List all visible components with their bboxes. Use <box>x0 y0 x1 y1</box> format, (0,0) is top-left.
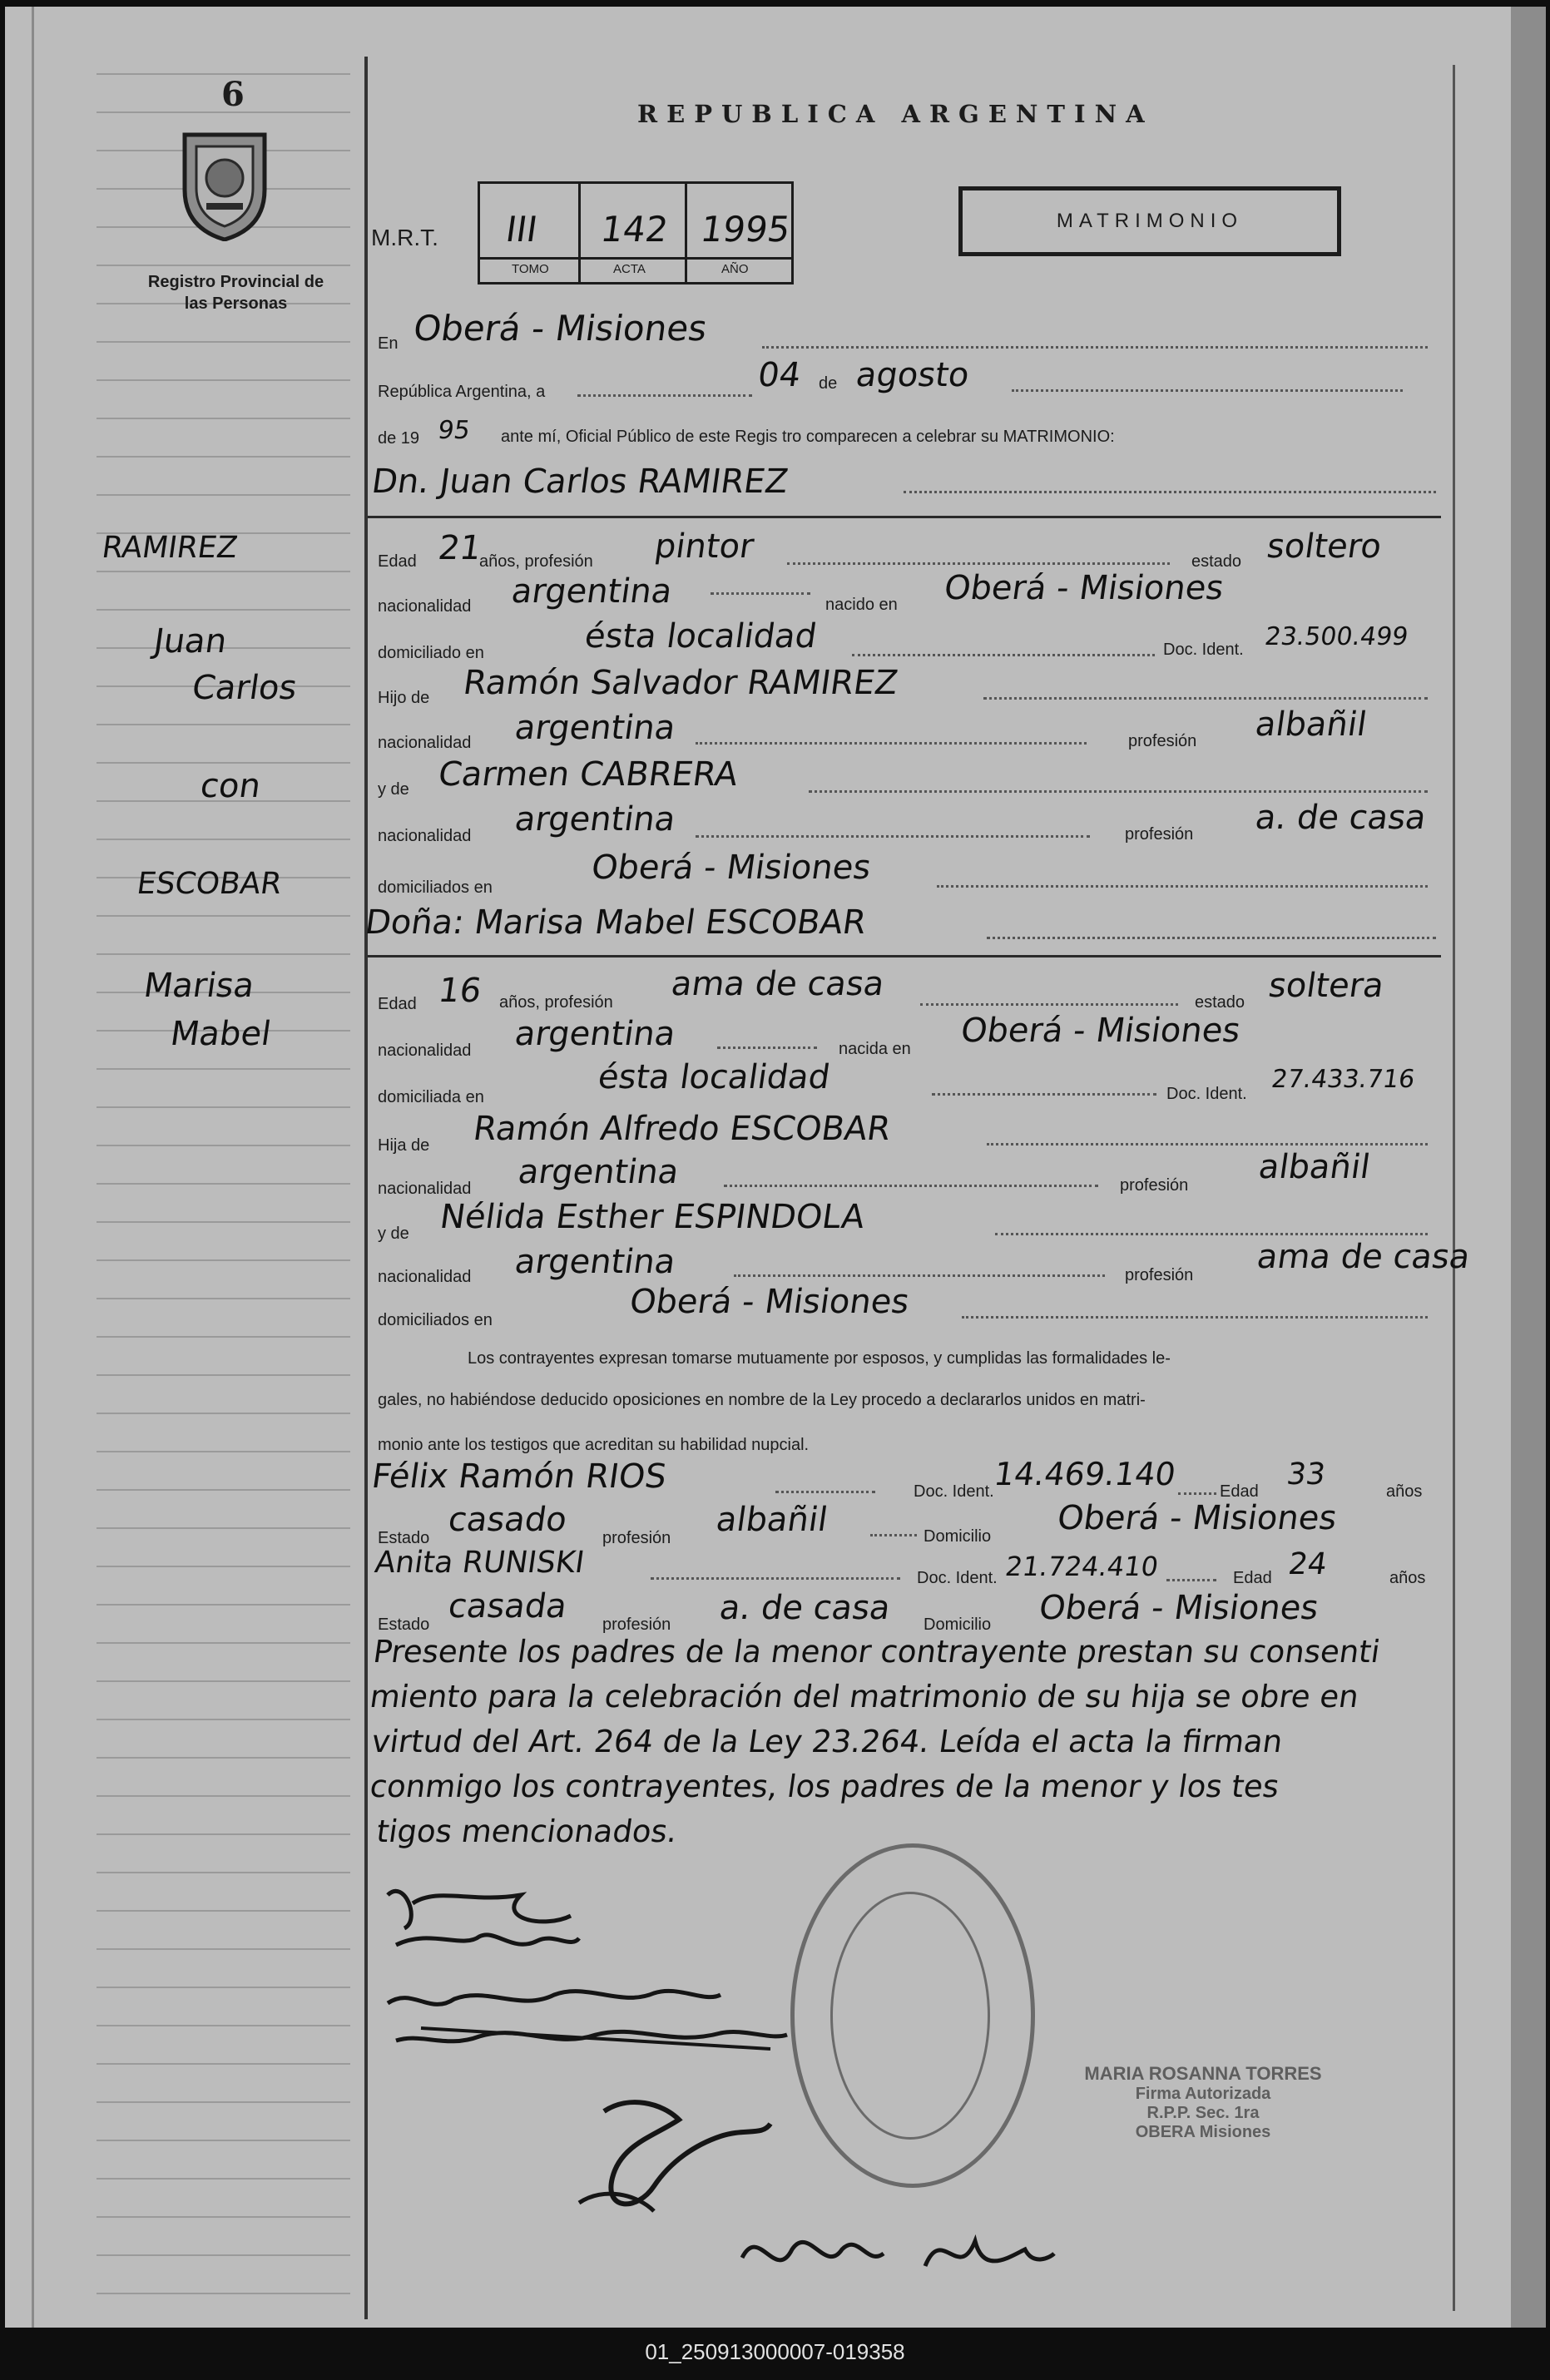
groom-mother: Carmen CABRERA <box>436 755 740 794</box>
note-line-4: conmigo los contrayentes, los padres de la menor y los tes <box>368 1769 1282 1804</box>
register-page <box>5 7 1546 2328</box>
groom-profession: pintor <box>652 527 756 566</box>
document-type: MATRIMONIO <box>1056 210 1244 232</box>
place: Oberá - Misiones <box>411 308 710 349</box>
stamp-line4: OBERA Misiones <box>1135 2123 1271 2141</box>
legal-text-1: Los contrayentes expresan tomarse mutuamente por esposos, y cumplidas las formalidades le- <box>468 1349 1171 1368</box>
label-y-de-bride: y de <box>378 1225 409 1243</box>
margin-rule <box>364 57 368 2319</box>
label-edad-groom: Edad <box>378 552 417 571</box>
bride-line: Doña: Marisa Mabel ESCOBAR <box>363 903 869 942</box>
right-edge-rule <box>1453 65 1455 2311</box>
label-estado-groom: estado <box>1191 552 1242 571</box>
margin-given2-groom: Carlos <box>190 669 300 707</box>
label-hijo-de: Hijo de <box>378 689 430 707</box>
groom-line: Dn. Juan Carlos RAMIREZ <box>369 463 791 501</box>
label-edad-witness1: Edad <box>1220 1482 1259 1501</box>
groom-mother-nationality: argentina <box>513 800 678 839</box>
label-de19: de 19 <box>378 429 420 448</box>
label-nacionalidad-bride: nacionalidad <box>378 1042 472 1060</box>
groom-father: Ramón Salvador RAMIREZ <box>461 664 900 702</box>
groom-mother-profession: a. de casa <box>1253 799 1429 837</box>
bride-father-profession: albañil <box>1256 1148 1373 1186</box>
label-profesion-bride-mother: profesión <box>1125 1266 1194 1284</box>
witness1-age: 33 <box>1285 1457 1328 1492</box>
label-domicilio-witness2: Domicilio <box>924 1616 992 1634</box>
page-number: 6 <box>221 75 245 114</box>
note-line-5: tigos mencionados. <box>374 1813 680 1849</box>
label-nacida-en: nacida en <box>839 1040 911 1058</box>
groom-age: 21 <box>436 529 484 567</box>
margin-surname-bride: ESCOBAR <box>135 867 285 901</box>
label-hija-de: Hija de <box>378 1136 430 1155</box>
document-type-box <box>958 186 1341 256</box>
margin-connector: con <box>198 767 264 805</box>
witness2-name: Anita RUNISKI <box>373 1546 587 1580</box>
acta-caption: ACTA <box>613 262 646 276</box>
footer-id: 01_250913000007-019358 <box>645 2339 905 2364</box>
tomo-value: III <box>503 209 541 250</box>
witness1-name: Félix Ramón RIOS <box>369 1457 669 1496</box>
witness2-profession: a. de casa <box>717 1589 893 1627</box>
month: agosto <box>854 356 972 394</box>
right-edge-strip <box>1511 7 1546 2328</box>
official-seal-inner <box>830 1892 990 2140</box>
label-edad-bride: Edad <box>378 995 417 1013</box>
label-anos-witness1: años <box>1386 1482 1423 1501</box>
groom-status: soltero <box>1265 527 1384 566</box>
label-doc-witness1: Doc. Ident. <box>914 1482 994 1501</box>
groom-birthplace: Oberá - Misiones <box>942 569 1226 607</box>
bride-birthplace: Oberá - Misiones <box>958 1012 1243 1050</box>
groom-separator <box>368 516 1441 518</box>
label-domiciliada-en: domiciliada en <box>378 1088 484 1106</box>
registry-name: Registro Provincial de las Personas <box>147 273 324 313</box>
year-suffix: 95 <box>436 416 473 445</box>
label-nacionalidad-groom: nacionalidad <box>378 597 472 616</box>
bride-status: soltera <box>1266 967 1387 1005</box>
label-domiciliado-en: domiciliado en <box>378 644 484 662</box>
margin-surname-groom: RAMIREZ <box>100 531 240 565</box>
bride-nationality: argentina <box>513 1015 678 1053</box>
bride-mother: Nélida Esther ESPINDOLA <box>438 1198 868 1236</box>
country-title: REPUBLICA ARGENTINA <box>637 100 1154 128</box>
label-ante: ante mí, Oficial Público de este Regis tro comparecen a celebrar su MATRIMONIO: <box>501 428 1115 446</box>
mrt-grid <box>478 181 794 285</box>
stamp-line3: R.P.P. Sec. 1ra <box>1146 2104 1260 2122</box>
authority-stamp <box>1045 2063 1361 2142</box>
witness1-doc: 14.469.140 <box>992 1456 1178 1492</box>
bride-domicile: ésta localidad <box>596 1058 833 1096</box>
witness2-status: casada <box>446 1587 570 1625</box>
witness1-profession: albañil <box>714 1501 830 1539</box>
note-line-2: miento para la celebración del matrimonio de su hija se obre en <box>368 1679 1361 1714</box>
witness2-domicile: Oberá - Misiones <box>1037 1589 1321 1627</box>
bride-father: Ramón Alfredo ESCOBAR <box>471 1110 894 1148</box>
witness2-age: 24 <box>1286 1547 1330 1581</box>
mrt-label: M.R.T. <box>371 225 438 250</box>
year-value: 1995 <box>698 209 793 250</box>
label-y-de-groom: y de <box>378 780 409 799</box>
bride-mother-nationality: argentina <box>513 1243 678 1281</box>
note-line-1: Presente los padres de la menor contrayente prestan su consenti <box>371 1634 1383 1670</box>
bride-profession: ama de casa <box>669 965 887 1003</box>
label-doc-bride: Doc. Ident. <box>1166 1085 1247 1103</box>
label-profesion-witness1: profesión <box>602 1529 671 1547</box>
bride-father-nationality: argentina <box>516 1153 681 1191</box>
label-estado-witness1: Estado <box>378 1529 430 1547</box>
label-doc-groom: Doc. Ident. <box>1163 641 1244 659</box>
legal-text-2: gales, no habiéndose deducido oposiciones en nombre de la Ley procedo a declararlos unidos en matri- <box>378 1391 1146 1409</box>
groom-domicile: ésta localidad <box>582 617 820 656</box>
label-profesion-groom-mother: profesión <box>1125 825 1194 844</box>
stamp-line2: Firma Autorizada <box>1135 2085 1271 2103</box>
label-estado-witness2: Estado <box>378 1616 430 1634</box>
label-anos-profesion-bride: años, profesión <box>499 993 613 1012</box>
label-domiciliados-bride: domiciliados en <box>378 1311 493 1329</box>
label-edad-witness2: Edad <box>1233 1569 1272 1587</box>
year-caption: AÑO <box>721 262 749 276</box>
label-republica: República Argentina, a <box>378 383 546 401</box>
bride-age: 16 <box>436 972 484 1010</box>
label-nacionalidad-bride-mother: nacionalidad <box>378 1268 472 1286</box>
label-anos-witness2: años <box>1389 1569 1426 1587</box>
label-domicilio-witness1: Domicilio <box>924 1527 992 1546</box>
note-line-3: virtud del Art. 264 de la Ley 23.264. Leída el acta la firman <box>369 1724 1285 1759</box>
bride-parents-domicile: Oberá - Misiones <box>627 1283 912 1321</box>
label-profesion-bride-father: profesión <box>1120 1176 1189 1195</box>
label-nacionalidad-groom-father: nacionalidad <box>378 734 472 752</box>
bride-doc: 27.433.716 <box>1270 1065 1417 1094</box>
label-nacido-en: nacido en <box>825 596 898 614</box>
label-de-month: de <box>819 374 838 393</box>
groom-father-nationality: argentina <box>513 709 678 747</box>
witness1-domicile: Oberá - Misiones <box>1055 1499 1340 1537</box>
label-nacionalidad-groom-mother: nacionalidad <box>378 827 472 845</box>
label-nacionalidad-bride-father: nacionalidad <box>378 1180 472 1198</box>
left-binding-edge <box>32 7 34 2328</box>
label-en: En <box>378 334 399 353</box>
groom-father-profession: albañil <box>1253 705 1369 744</box>
margin-given1-groom: Juan <box>151 622 230 661</box>
bride-mother-profession: ama de casa <box>1255 1238 1473 1276</box>
coat-of-arms-emblem <box>176 125 273 241</box>
bride-separator <box>368 955 1441 957</box>
label-doc-witness2: Doc. Ident. <box>917 1569 998 1587</box>
label-anos-profesion-groom: años, profesión <box>479 552 593 571</box>
margin-given2-bride: Mabel <box>168 1015 274 1053</box>
label-profesion-witness2: profesión <box>602 1616 671 1634</box>
groom-doc: 23.500.499 <box>1263 622 1410 651</box>
acta-value: 142 <box>598 209 671 250</box>
tomo-caption: TOMO <box>512 262 549 276</box>
legal-text-3: monio ante los testigos que acreditan su habilidad nupcial. <box>378 1436 810 1454</box>
signatures-contrayentes <box>371 1870 837 2086</box>
witness2-doc: 21.724.410 <box>1003 1551 1161 1582</box>
label-estado-bride: estado <box>1195 993 1245 1012</box>
label-domiciliados-groom: domiciliados en <box>378 878 493 897</box>
witness1-status: casado <box>446 1501 570 1539</box>
margin-given1-bride: Marisa <box>141 967 257 1005</box>
day: 04 <box>755 356 804 394</box>
groom-parents-domicile: Oberá - Misiones <box>589 849 874 887</box>
label-profesion-groom-father: profesión <box>1128 732 1197 750</box>
groom-nationality: argentina <box>509 572 675 611</box>
stamp-name: MARIA ROSANNA TORRES <box>1084 2063 1322 2084</box>
